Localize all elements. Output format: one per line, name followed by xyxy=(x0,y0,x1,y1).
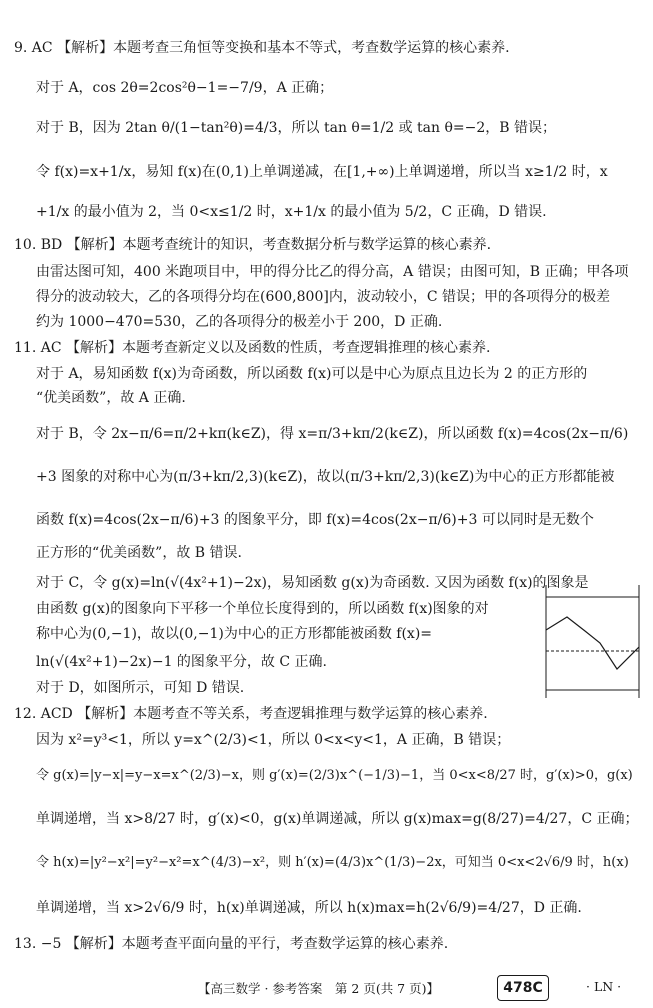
footer-ln-mark: · LN · xyxy=(586,979,622,994)
text-line: ln(√(4x²+1)−2x)−1 的图象平分，故 C 正确. xyxy=(36,654,327,670)
text-line: 令 g(x)=|y−x|=y−x=x^(2/3)−x，则 g′(x)=(2/3)x^(−1/3)−1，当 0<x<8/27 时，g′(x)>0，g(x) xyxy=(36,768,633,783)
text-line: 正方形的“优美函数”，故 B 错误. xyxy=(36,545,242,561)
text-line: 对于 C，令 g(x)=ln(√(4x²+1)−2x)，易知函数 g(x)为奇函数. 又因为函数 f(x)的图象是 xyxy=(36,575,589,591)
text-line: 单调递增，当 x>8/27 时，g′(x)<0，g(x)单调递减，所以 g(x)max=g(8/27)=4/27，C 正确； xyxy=(36,811,639,827)
text-line: 因为 x²=y³<1，所以 y=x^(2/3)<1，所以 0<x<y<1，A 正确，B 错误； xyxy=(36,732,511,748)
figure-curve xyxy=(546,617,639,669)
text-line: 对于 A，易知函数 f(x)为奇函数，所以函数 f(x)可以是中心为原点且边长为 2 的正方形的 xyxy=(36,366,588,382)
text-line: 令 f(x)=x+1/x，易知 f(x)在(0,1)上单调递减，在[1,+∞)上单调递增，所以当 x≥1/2 时，x xyxy=(36,164,608,180)
text-line: 由函数 g(x)的图象向下平移一个单位长度得到的，所以函数 f(x)图象的对 xyxy=(36,601,489,617)
text-line: 称中心为(0,−1)，故以(0,−1)为中心的正方形都能被函数 f(x)= xyxy=(36,626,433,642)
text-line: 对于 B，令 2x−π/6=π/2+kπ(k∈Z)，得 x=π/3+kπ/2(k∈Z)，所以函数 f(x)=4cos(2x−π/6) xyxy=(36,426,629,442)
text-line: 10. BD 【解析】本题考查统计的知识，考查数据分析与数学运算的核心素养. xyxy=(14,237,492,253)
text-line: 12. ACD 【解析】本题考查不等关系，考查逻辑推理与数学运算的核心素养. xyxy=(14,706,488,722)
text-line: 函数 f(x)=4cos(2x−π/6)+3 的图象平分，即 f(x)=4cos(2x−π/6)+3 可以同时是无数个 xyxy=(36,512,594,528)
text-line: 对于 B，因为 2tan θ/(1−tan²θ)=4/3，所以 tan θ=1/2 或 tan θ=−2，B 错误； xyxy=(36,120,556,136)
text-line: 13. −5 【解析】本题考查平面向量的平行，考查数学运算的核心素养. xyxy=(14,936,449,952)
text-line: 对于 D，如图所示，可知 D 错误. xyxy=(36,680,245,696)
page-footer xyxy=(0,975,653,1001)
text-line: 得分的波动较大，乙的各项得分均在(600,800]内，波动较小，C 错误；甲的各项得分的极差 xyxy=(36,289,610,305)
footer-code-badge: 478C xyxy=(497,975,549,1001)
text-line: 令 h(x)=|y²−x²|=y²−x²=x^(4/3)−x²，则 h′(x)=(4/3)x^(1/3)−2x，可知当 0<x<2√6/9 时，h(x) xyxy=(36,855,629,870)
text-line: 由雷达图可知，400 米跑项目中，甲的得分比乙的得分高，A 错误；由图可知，B 正确；甲各项 xyxy=(36,264,629,280)
text-line: 约为 1000−470=530，乙的各项得分的极差小于 200，D 正确. xyxy=(36,314,443,330)
text-line: 对于 A，cos 2θ=2cos²θ−1=−7/9，A 正确； xyxy=(36,80,334,96)
function-graph-figure xyxy=(545,585,640,698)
text-line: 9. AC 【解析】本题考查三角恒等变换和基本不等式，考查数学运算的核心素养. xyxy=(14,40,510,56)
footer-text: 【高三数学 · 参考答案 第 2 页(共 7 页)】 xyxy=(198,981,439,996)
text-line: +1/x 的最小值为 2，当 0<x≤1/2 时，x+1/x 的最小值为 5/2，C 正确，D 错误. xyxy=(36,204,547,220)
text-line: “优美函数”，故 A 正确. xyxy=(36,390,186,406)
text-line: +3 图象的对称中心为(π/3+kπ/2,3)(k∈Z)，故以(π/3+kπ/2,3)(k∈Z)为中心的正方形都能被 xyxy=(36,469,615,485)
text-line: 单调递增，当 x>2√6/9 时，h(x)单调递减，所以 h(x)max=h(2√6/9)=4/27，D 正确. xyxy=(36,900,582,916)
text-line: 11. AC 【解析】本题考查新定义以及函数的性质，考查逻辑推理的核心素养. xyxy=(14,340,491,356)
